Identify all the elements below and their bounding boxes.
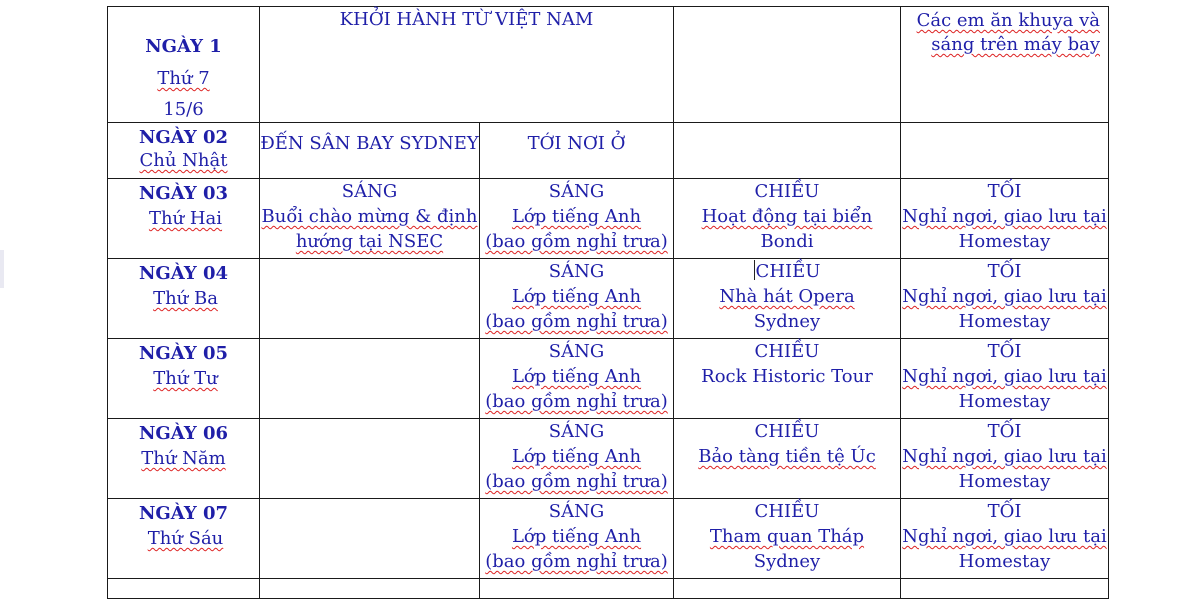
activity-line1: Lớp tiếng Anh	[511, 526, 642, 547]
day-cell[interactable]	[108, 259, 260, 339]
day-label: NGÀY 02	[138, 127, 229, 148]
day-label: NGÀY 05	[138, 343, 229, 364]
session-title: TỐI	[987, 501, 1022, 522]
activity-line2: (bao gồm nghỉ trưa)	[485, 311, 668, 332]
session-title: TỐI	[987, 181, 1022, 202]
weekday: Chủ Nhật	[139, 150, 228, 171]
day-cell[interactable]	[108, 7, 260, 123]
class-cell[interactable]	[480, 259, 674, 339]
activity-line1: Tham quan Tháp	[709, 526, 865, 547]
session-title: TỐI	[987, 261, 1022, 282]
class-cell[interactable]	[480, 499, 674, 579]
airport-cell[interactable]	[260, 123, 480, 179]
weekday: Thứ Tư	[153, 368, 218, 389]
activity-line1: Nghỉ ngơi, giao lưu tại	[902, 206, 1107, 227]
activity-line1: Nghỉ ngơi, giao lưu tại	[902, 366, 1107, 387]
day-cell[interactable]	[108, 123, 260, 179]
empty-cell[interactable]	[260, 419, 480, 499]
evening-cell[interactable]	[901, 179, 1109, 259]
afternoon-cell[interactable]	[674, 339, 901, 419]
meal-note-cell[interactable]	[901, 7, 1109, 123]
morning-activity-cell[interactable]	[260, 179, 480, 259]
activity-line2: (bao gồm nghỉ trưa)	[485, 391, 668, 412]
activity-line2: (bao gồm nghỉ trưa)	[485, 231, 668, 252]
activity-line2: Homestay	[958, 311, 1051, 332]
empty-cell[interactable]	[901, 123, 1109, 179]
class-cell[interactable]	[480, 179, 674, 259]
empty-cell[interactable]	[260, 339, 480, 419]
afternoon-cell[interactable]	[674, 499, 901, 579]
day-label: NGÀY 1	[145, 36, 222, 57]
activity-line1: Lớp tiếng Anh	[511, 206, 642, 227]
empty-cell[interactable]	[674, 123, 901, 179]
activity-line1: Hoạt động tại biển	[701, 206, 873, 227]
activity-line1: Nghỉ ngơi, giao lưu tại	[902, 526, 1107, 547]
activity-line2: hướng tại NSEC	[295, 231, 444, 252]
session-title: SÁNG	[341, 181, 398, 202]
table-row-day-2	[108, 123, 1109, 179]
activity-line2: (bao gồm nghỉ trưa)	[485, 551, 668, 572]
activity-line2: Homestay	[958, 471, 1051, 492]
table-row-day-6	[108, 419, 1109, 499]
empty-cell[interactable]	[260, 259, 480, 339]
class-cell[interactable]	[480, 339, 674, 419]
activity-line2: Sydney	[753, 551, 821, 572]
session-title: CHIỀU	[754, 421, 820, 442]
evening-cell[interactable]	[901, 259, 1109, 339]
empty-cell	[260, 579, 480, 599]
activity-line2: (bao gồm nghỉ trưa)	[485, 471, 668, 492]
day-cell[interactable]	[108, 499, 260, 579]
activity-line2: Homestay	[958, 551, 1051, 572]
activity-line2: Bondi	[760, 231, 814, 252]
departure-cell[interactable]	[260, 7, 674, 123]
day-label: NGÀY 07	[138, 503, 229, 524]
evening-cell[interactable]	[901, 419, 1109, 499]
table-row-day-7	[108, 499, 1109, 579]
day-cell[interactable]	[108, 339, 260, 419]
activity-line1: Bảo tàng tiền tệ Úc	[698, 446, 876, 467]
arrival-text: TỚI NƠI Ở	[527, 133, 626, 154]
activity-line1: Nhà hát Opera	[719, 286, 855, 307]
table-row-day-1	[108, 7, 1109, 123]
weekday: Thứ 7	[157, 68, 210, 89]
activity-line1: Lớp tiếng Anh	[511, 286, 642, 307]
day-cell[interactable]	[108, 179, 260, 259]
airport-text: ĐẾN SÂN BAY SYDNEY	[260, 133, 479, 154]
table-row-partial	[108, 579, 1109, 599]
empty-cell	[480, 579, 674, 599]
activity-line2: Homestay	[958, 391, 1051, 412]
page-edge-mark	[0, 250, 4, 288]
itinerary-table	[107, 6, 1109, 599]
weekday: Thứ Hai	[148, 208, 223, 229]
session-title: TỐI	[987, 421, 1022, 442]
meal-note-line1: Các em ăn khuya và	[916, 10, 1100, 31]
departure-title: KHỞI HÀNH TỪ VIỆT NAM	[339, 9, 594, 30]
evening-cell[interactable]	[901, 339, 1109, 419]
activity-line1: Nghỉ ngơi, giao lưu tại	[902, 446, 1107, 467]
day-label: NGÀY 03	[138, 183, 229, 204]
text-cursor	[754, 260, 755, 280]
activity-line1: Nghỉ ngơi, giao lưu tại	[902, 286, 1107, 307]
session-title: TỐI	[987, 341, 1022, 362]
activity-line1: Lớp tiếng Anh	[511, 366, 642, 387]
day-label: NGÀY 04	[138, 263, 229, 284]
activity-line2: Sydney	[753, 311, 821, 332]
arrival-cell[interactable]	[480, 123, 674, 179]
afternoon-cell[interactable]	[674, 419, 901, 499]
session-title: CHIỀU	[755, 261, 821, 282]
empty-cell	[901, 579, 1109, 599]
session-title: SÁNG	[548, 501, 605, 522]
empty-cell[interactable]	[260, 499, 480, 579]
table-row-day-5	[108, 339, 1109, 419]
session-title: CHIỀU	[754, 341, 820, 362]
class-cell[interactable]	[480, 419, 674, 499]
weekday: Thứ Ba	[153, 288, 218, 309]
evening-cell[interactable]	[901, 499, 1109, 579]
activity-line1: Lớp tiếng Anh	[511, 446, 642, 467]
meal-note-line2: sáng trên máy bay	[931, 34, 1100, 55]
session-title: SÁNG	[548, 261, 605, 282]
session-title: SÁNG	[548, 181, 605, 202]
session-title: SÁNG	[548, 421, 605, 442]
afternoon-cell[interactable]	[674, 179, 901, 259]
table-row-day-3	[108, 179, 1109, 259]
session-title: SÁNG	[548, 341, 605, 362]
date: 15/6	[163, 99, 204, 120]
weekday: Thứ Sáu	[147, 528, 224, 549]
day-cell[interactable]	[108, 419, 260, 499]
session-title: CHIỀU	[754, 181, 820, 202]
activity-line2: Homestay	[958, 231, 1051, 252]
empty-cell[interactable]	[674, 7, 901, 123]
activity-line1: Buổi chào mừng & định	[261, 206, 478, 227]
weekday: Thứ Năm	[141, 448, 226, 469]
table-row-day-4	[108, 259, 1109, 339]
afternoon-cell[interactable]	[674, 259, 901, 339]
day-label: NGÀY 06	[138, 423, 229, 444]
empty-cell	[674, 579, 901, 599]
activity-line1: Rock Historic Tour	[701, 366, 873, 387]
session-title: CHIỀU	[754, 501, 820, 522]
empty-cell	[108, 579, 260, 599]
